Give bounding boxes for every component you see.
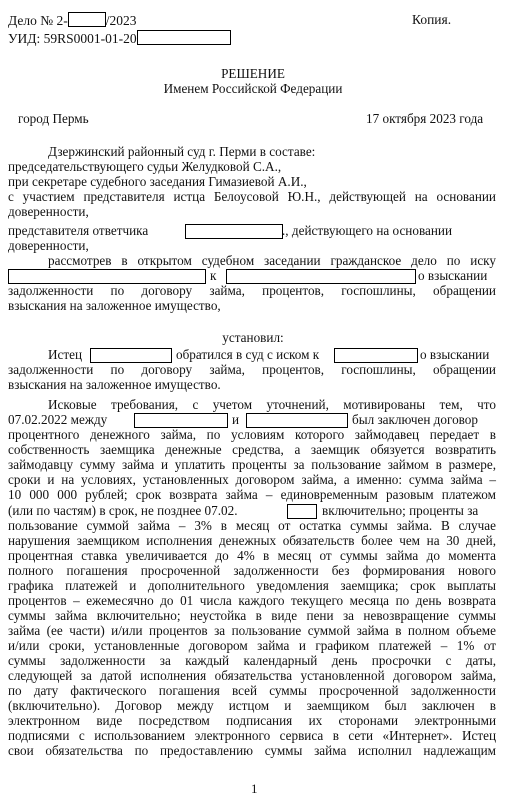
redaction-box [90,348,172,363]
uid-prefix: УИД: 59RS0001-01-20 [8,31,137,46]
intro-line: взыскания на заложенное имущество, [8,298,221,313]
date: 17 октября 2023 года [366,111,484,126]
body-line: процентная ставка увеличивается до 4% в месяц от суммы займа до момента [8,548,496,563]
document-title: РЕШЕНИЕ [221,66,285,81]
body-line: полного погашения просроченной задолженности без формирования нового [8,563,496,578]
body-line: процентного денежного займа, по условиям которого займодавец передает в [8,427,496,442]
intro-text: о взыскании [418,268,488,283]
case-prefix: Дело № 2- [8,13,68,28]
intro-text: к [210,268,217,283]
body-line: займа (ее части) и/или процентов за пользование суммой займа в полном объеме [8,623,496,638]
body-text: (или по частям) в срок, не позднее 07.02. [8,503,238,518]
intro-line: задолженности по договору займа, процентов, госпошлины, обращении [8,283,496,298]
body-line: по дату фактического погашения всей суммы просроченной задолженности [8,683,496,698]
redaction-box [134,413,228,428]
redaction-box [185,224,283,239]
intro-line: рассмотрев в открытом судебном заседании гражданское дело по иску [48,253,496,268]
place: город Пермь [18,111,89,126]
body-line: суммы задолженности за каждый календарный день просрочки с даты, [8,653,496,668]
intro-text: представителя ответчика [8,223,149,238]
body-line: собственность заемщика денежные средства, а заемщик обязуется возвратить [8,442,496,457]
body-line: займодавцу сумму займа и уплатить проценты за пользование займом в размере, [8,457,496,472]
page-number: 1 [251,781,258,796]
intro-line: при секретаре судебного заседания Гимазиевой А.И., [8,174,307,189]
body-line: сроки и на условиях, установленных договором займа, а именно: сумма займа – [8,472,496,487]
intro-line [8,223,148,238]
body-line: (включительно). Договор между истцом и заемщиком был заключен в [8,698,496,713]
case-number [8,12,137,28]
redaction-box [334,348,418,363]
body-line: 10 000 000 рублей; срок возврата займа – единовременным разовым платежом [8,487,496,502]
copy-label: Копия. [412,12,452,27]
body-line: Исковые требования, с учетом уточнений, мотивированы тем, что [48,397,496,412]
document-subtitle: Именем Российской Федерации [163,81,343,96]
body-line: взыскания на заложенное имущество. [8,377,221,392]
redaction-box [8,269,206,284]
body-text: 07.02.2022 между [8,412,108,427]
body-text: был заключен договор [352,412,478,427]
body-line: задолженности по договору займа, процентов, госпошлины, обращении [8,362,496,377]
body-line: графика платежей и дополнительного уведомления заемщика; срок выплаты [8,578,496,593]
body-line: пользование суммой займа – 3% в месяц от остатка суммы займа. В случае [8,518,496,533]
body-text: включительно; проценты за [322,503,479,518]
intro-line: доверенности, [8,204,89,219]
body-line: суммы займа включительно; неустойка в виде пени за невозвращение суммы [8,608,496,623]
body-line: следующей за датой исполнения обязательства установленной договором займа, [8,668,496,683]
intro-line: ., действующего на основании [282,223,453,238]
redaction-box [226,269,416,284]
body-line: электронном виде посредством подписания их сторонами электронными [8,713,496,728]
case-suffix: /2023 [105,13,137,28]
redaction-box [137,30,231,45]
redaction-box [287,504,317,519]
body-text: о взыскании [420,347,490,362]
body-text: обратился в суд с иском к [176,347,320,362]
intro-line: с участием представителя истца Белоусовой Ю.Н., действующей на основании [8,189,496,204]
body-text: Истец [48,347,83,362]
body-line: процентов – ежемесячно до 01 числа каждого текущего месяца по день возврата [8,593,496,608]
redaction-box [246,413,348,428]
body-line: подписями с использованием электронного сервиса в сети «Интернет». Истец [8,728,496,743]
intro-line: доверенности, [8,238,89,253]
body-line: свои обязательства по предоставлению суммы займа исполнил надлежащим [8,743,496,758]
section-heading: установил: [222,330,284,345]
body-line: нарушения заемщиком исполнения денежных обязательств более чем на 30 дней, [8,533,496,548]
uid-line [8,30,231,46]
intro-line: председательствующего судьи Желудковой С.А., [8,159,282,174]
redaction-box [68,12,106,27]
body-line: и/или сроки, установленные договором займа и графиком платежей – 1% от [8,638,496,653]
intro-line: Дзержинский районный суд г. Перми в составе: [48,144,316,159]
body-text: и [232,412,240,427]
